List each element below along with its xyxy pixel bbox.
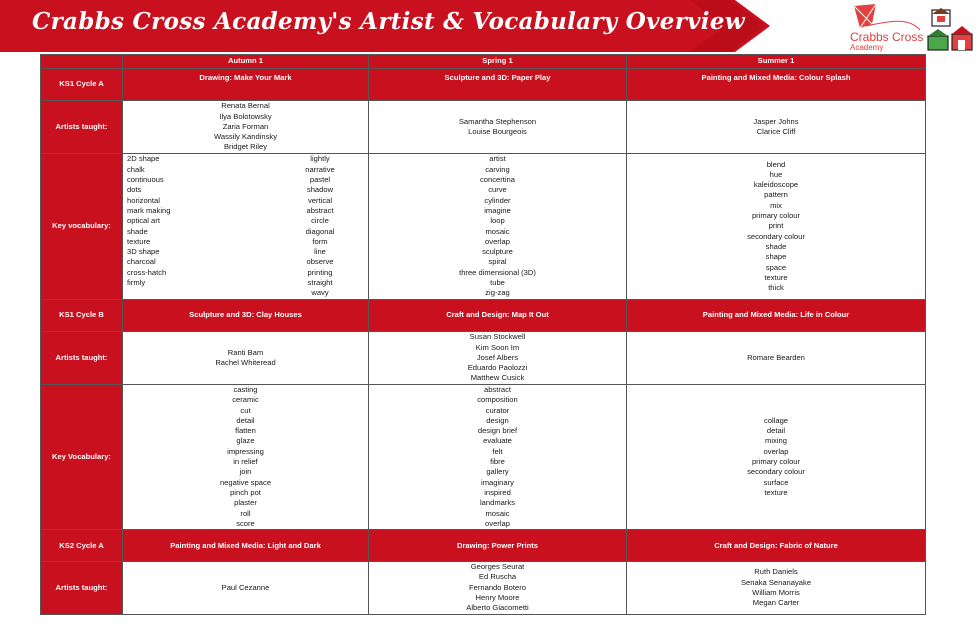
list-item: overlap	[485, 518, 510, 528]
column-header-autumn: Autumn 1	[123, 55, 369, 69]
logo-name: Crabbs Cross	[850, 30, 924, 44]
list-item: William Morris	[752, 587, 800, 597]
list-item: carving	[485, 164, 510, 174]
list-item: in relief	[233, 457, 258, 467]
list-item: continuous	[127, 175, 164, 185]
list-item: ceramic	[232, 395, 259, 405]
artists-cell	[123, 562, 369, 614]
list-item: printing	[307, 267, 333, 277]
list-item: pattern	[764, 190, 788, 200]
row-label: Artists taught:	[41, 101, 123, 154]
list-item: artist	[489, 154, 506, 164]
list-item: Georges Seurat	[470, 562, 525, 572]
list-item: imagine	[484, 205, 511, 215]
school-houses-icon	[926, 6, 976, 54]
list-item: Paul Cezanne	[221, 582, 270, 592]
list-item: Alberto Giacometti	[466, 603, 529, 613]
list-item: Ilya Bolotowsky	[219, 111, 272, 121]
list-item: space	[765, 262, 787, 272]
vocab-cell	[369, 154, 627, 300]
list-item: Clarice Cliff	[756, 127, 796, 136]
list-item: Megan Carter	[752, 598, 800, 608]
list-item: Louise Bourgeois	[468, 127, 527, 136]
list-item: negative space	[219, 477, 272, 487]
list-item: Kim Soon Im	[475, 342, 520, 352]
list-item: mark making	[127, 205, 171, 215]
list-item: design	[486, 415, 509, 425]
list-item: observe	[306, 257, 334, 267]
list-item: form	[312, 236, 328, 246]
artists-cell	[627, 562, 926, 614]
list-item: vertical	[307, 195, 333, 205]
list-item: evaluate	[483, 436, 512, 446]
list-item: sculpture	[482, 247, 513, 257]
topic-cell: Painting and Mixed Media: Light and Dark	[123, 530, 369, 562]
topic-cell: Sculpture and 3D: Paper Play	[369, 69, 627, 101]
cycle-label: KS1 Cycle B	[41, 300, 123, 332]
list-item: abstract	[483, 385, 511, 394]
list-item: overlap	[485, 236, 510, 246]
list-item: Bridget Riley	[223, 142, 268, 152]
list-item: Jasper Johns	[753, 116, 799, 126]
list-item: secondary colour	[747, 467, 805, 477]
list-item: Ruth Daniels	[754, 567, 798, 577]
list-item: curator	[485, 405, 510, 415]
table-row	[41, 300, 926, 332]
list-item: composition	[477, 395, 518, 405]
list-item: score	[236, 518, 255, 528]
list-item: mosaic	[485, 508, 510, 518]
list-item: shade	[765, 241, 787, 251]
list-item: hue	[769, 169, 783, 179]
list-item: casting	[233, 385, 258, 394]
topic-cell: Craft and Design: Fabric of Nature	[627, 530, 926, 562]
table-row	[41, 385, 926, 530]
list-item: felt	[492, 446, 503, 456]
list-item: design brief	[477, 426, 518, 436]
list-item: zig-zag	[485, 288, 510, 298]
list-item: horizontal	[127, 195, 160, 205]
list-item: chalk	[127, 164, 145, 174]
table-row	[41, 332, 926, 385]
list-item: circle	[311, 216, 329, 226]
logo-subtitle: Academy	[850, 43, 884, 52]
list-item: Romare Bearden	[747, 352, 805, 362]
list-item: Renata Bernal	[221, 101, 270, 111]
list-item: overlap	[763, 446, 789, 456]
list-item: Fernando Botero	[469, 582, 526, 592]
list-item: mosaic	[485, 226, 510, 236]
list-item: primary colour	[751, 457, 801, 467]
list-item: texture	[764, 487, 788, 497]
list-item: blend	[766, 159, 786, 169]
topic-cell: Drawing: Make Your Mark	[123, 69, 369, 101]
table-row	[41, 562, 926, 614]
list-item: Matthew Cusick	[470, 373, 525, 383]
list-item: line	[314, 247, 326, 257]
list-item: gallery	[486, 467, 509, 477]
column-header-summer: Summer 1	[627, 55, 926, 69]
list-item: plaster	[234, 498, 257, 508]
list-item: tube	[490, 277, 505, 287]
list-item: cylinder	[484, 195, 511, 205]
list-item: impressing	[227, 446, 264, 456]
list-item: 3D shape	[127, 247, 160, 257]
list-item: spiral	[488, 257, 507, 267]
topic-cell: Craft and Design: Map It Out	[369, 300, 627, 332]
cycle-label: KS1 Cycle A	[41, 69, 123, 101]
column-header-spring: Spring 1	[369, 55, 627, 69]
list-item: thick	[768, 283, 784, 293]
artists-cell	[123, 332, 369, 385]
list-item: 2D shape	[127, 154, 160, 164]
list-item: concertina	[479, 175, 516, 185]
list-item: collage	[763, 415, 789, 425]
list-item: shadow	[306, 185, 334, 195]
list-item: charcoal	[127, 257, 156, 267]
list-item: Senaka Senanayake	[740, 577, 812, 587]
list-item: Henry Moore	[475, 593, 520, 603]
list-item: print	[768, 221, 784, 231]
list-item: curve	[488, 185, 507, 195]
title-banner	[0, 0, 770, 52]
list-item: Josef Albers	[476, 352, 519, 362]
table-row	[41, 101, 926, 154]
list-item: diagonal	[305, 226, 335, 236]
list-item: cut	[240, 405, 251, 415]
list-item: Rachel Whiteread	[215, 358, 276, 367]
table-row	[41, 530, 926, 562]
list-item: Wassily Kandinsky	[213, 132, 278, 142]
list-item: shade	[127, 226, 148, 236]
artists-cell	[369, 562, 627, 614]
row-label: Key vocabulary:	[41, 154, 123, 300]
cycle-label: KS2 Cycle A	[41, 530, 123, 562]
row-label: Artists taught:	[41, 332, 123, 385]
list-item: Eduardo Paolozzi	[467, 363, 528, 373]
list-item: dots	[127, 185, 142, 195]
topic-cell: Drawing: Power Prints	[369, 530, 627, 562]
list-item: optical art	[127, 216, 160, 226]
artists-cell	[369, 101, 627, 154]
list-item: wavy	[311, 288, 329, 298]
list-item: mix	[770, 200, 782, 210]
list-item: surface	[763, 477, 789, 487]
list-item: narrative	[305, 164, 335, 174]
list-item: three dimensional (3D)	[459, 267, 536, 277]
row-label: Key Vocabulary:	[41, 385, 123, 530]
artists-cell	[627, 101, 926, 154]
table-header-row	[41, 55, 926, 69]
list-item: detail	[236, 415, 255, 425]
list-item: firmly	[127, 277, 146, 287]
list-item: pastel	[309, 175, 331, 185]
list-item: texture	[127, 236, 151, 246]
corner-header	[41, 55, 123, 69]
list-item: imaginary	[481, 477, 514, 487]
vocab-cell	[123, 154, 369, 300]
list-item: Samantha Stephenson	[458, 116, 537, 126]
list-item: Ranti Bam	[227, 347, 264, 357]
list-item: secondary colour	[747, 231, 805, 241]
list-item: fibre	[490, 457, 505, 467]
artists-cell	[369, 332, 627, 385]
vocab-cell	[123, 385, 369, 530]
topic-cell: Painting and Mixed Media: Colour Splash	[627, 69, 926, 101]
list-item: glaze	[236, 436, 255, 446]
table-row	[41, 69, 926, 101]
vocab-cell	[627, 385, 926, 530]
list-item: join	[239, 467, 252, 477]
vocab-cell	[369, 385, 627, 530]
list-item: roll	[240, 508, 251, 518]
topic-cell: Sculpture and 3D: Clay Houses	[123, 300, 369, 332]
row-label: Artists taught:	[41, 562, 123, 614]
list-item: Zaria Forman	[222, 121, 269, 131]
page-title: Crabbs Cross Academy's Artist & Vocabulary Overview	[32, 8, 745, 35]
list-item: loop	[490, 216, 505, 226]
list-item: detail	[766, 426, 786, 436]
list-item: pinch pot	[230, 487, 261, 497]
list-item: flatten	[235, 426, 256, 436]
vocab-cell	[627, 154, 926, 300]
list-item: abstract	[306, 205, 334, 215]
topic-cell: Painting and Mixed Media: Life in Colour	[627, 300, 926, 332]
list-item: inspired	[484, 487, 511, 497]
list-item: straight	[307, 277, 333, 287]
artists-cell	[123, 101, 369, 154]
list-item: kaleidoscope	[753, 180, 799, 190]
table-row	[41, 154, 926, 300]
list-item: texture	[764, 272, 788, 282]
list-item: landmarks	[479, 498, 516, 508]
list-item: primary colour	[751, 211, 801, 221]
list-item: lightly	[310, 154, 330, 164]
list-item: mixing	[765, 436, 787, 446]
list-item: Susan Stockwell	[469, 332, 526, 342]
overview-table	[40, 54, 926, 615]
list-item: cross-hatch	[127, 267, 167, 277]
list-item: Ed Ruscha	[478, 572, 517, 582]
artists-cell	[627, 332, 926, 385]
list-item: shape	[765, 252, 787, 262]
